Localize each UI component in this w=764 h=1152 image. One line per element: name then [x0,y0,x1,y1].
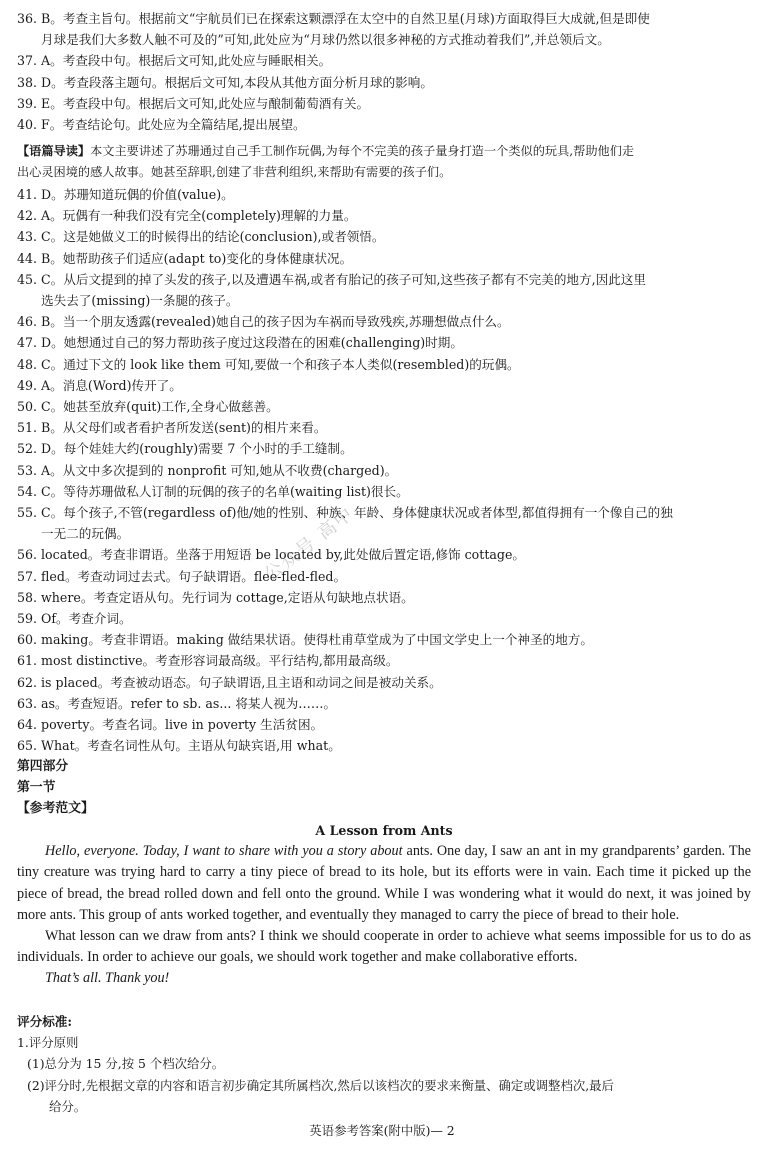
scoring-criteria [17,1011,751,1117]
essay-p1-italic: Hello, everyone. Today, I want to share with you a story about [45,843,403,860]
answer-56: 56. located。考查非谓语。坐落于用短语 be located by,此处做后置定语,修饰 cottage。 [17,547,525,563]
essay-paragraph-1 [17,841,751,926]
answer-45-line2: 选失去了(missing)一条腿的孩子。 [41,293,239,309]
answer-48: 48. C。通过下文的 look like them 可知,要做一个和孩子本人类似(resembled)的玩偶。 [17,356,520,372]
guide-line2: 出心灵困境的感人故事。她甚至辞职,创建了非营利组织,来帮助有需要的孩子们。 [17,165,452,180]
guide-line1: 本文主要讲述了苏珊通过自己手工制作玩偶,为每个不完美的孩子量身打造一个类似的玩具,帮助他们走 [90,144,635,158]
answer-38: 38. D。考查段落主题句。根据后文可知,本段从其他方面分析月球的影响。 [17,74,433,90]
section-one-heading: 第一节 [17,780,56,796]
criteria-title: 评分标准: [17,1014,73,1029]
criteria-item-1: (1)总分为 15 分,按 5 个档次给分。 [27,1056,225,1072]
answer-47: 47. D。她想通过自己的努力帮助孩子度过这段潜在的困难(challenging)时期。 [17,335,463,351]
answers-36-40 [17,8,751,135]
answer-63: 63. as。考查短语。refer to sb. as... 将某人视为……。 [17,695,337,711]
criteria-principle: 1.评分原则 [17,1035,79,1051]
answers-41-65 [17,184,751,756]
essay-p1-rest: ants. One day, I saw an ant in my grandparents’ garden. The tiny creature was trying hard to carry a tiny piece of bread to its hole, but its efforts were in vain. Each time it picked up the piece of bread, the bread rolled down and fell onto the ground. While I was wondering what it would do next, it was joined by more ants. This group of ants worked together, and eventually they managed to carry the piece of bread to their hole. [17,843,751,923]
answer-55-line1: 55. C。每个孩子,不管(regardless of)他/她的性别、种族、年龄、身体健康状况或者体型,都值得拥有一个像自己的独 [17,505,673,521]
criteria-item-2-line1: (2)评分时,先根据文章的内容和语言初步确定其所属档次,然后以该档次的要求来衡量、确定或调整档次,最后 [27,1077,614,1093]
answer-50: 50. C。她甚至放弃(quit)工作,全身心做慈善。 [17,399,279,415]
answer-62: 62. is placed。考查被动语态。句子缺谓语,且主语和动词之间是被动关系。 [17,674,442,690]
answer-37: 37. A。考查段中句。根据后文可知,此处应与睡眠相关。 [17,53,332,69]
answer-52: 52. D。每个娃娃大约(roughly)需要 7 个小时的手工缝制。 [17,441,353,457]
watermark: 公众号 高中 [260,502,359,586]
essay-paragraph-3 [17,968,751,989]
answer-36-line2: 月球是我们大多数人触不可及的”可知,此处应为“月球仍然以很多神秘的方式推动着我们”,并总领后文。 [41,32,610,48]
essay-p3-italic: That’s all. Thank you! [45,970,170,987]
guide-tag: 【语篇导读】 [17,144,91,158]
page-footer: 英语参考答案(附中版)— 2 [309,1123,455,1138]
model-essay [17,820,751,990]
answer-36-line1: 36. B。考查主旨句。根据前文“宇航员们已在探索这颗漂浮在太空中的自然卫星(月球)方面取得巨大成就,但是即使 [17,11,650,26]
answer-61: 61. most distinctive。考查形容词最高级。平行结构,都用最高级。 [17,653,399,669]
essay-paragraph-2: What lesson can we draw from ants? I think we should cooperate in order to achieve what seems impossible for us to do as individuals. In order to achieve our goals, we should work together and make collaborative efforts. [17,928,751,966]
answer-64: 64. poverty。考查名词。live in poverty 生活贫困。 [17,717,324,733]
answer-39: 39. E。考查段中句。根据后文可知,此处应与酿制葡萄酒有关。 [17,95,370,111]
answer-59: 59. Of。考查介词。 [17,611,132,627]
answer-44: 44. B。她帮助孩子们适应(adapt to)变化的身体健康状况。 [17,250,353,266]
answer-58: 58. where。考查定语从句。先行词为 cottage,定语从句缺地点状语。 [17,589,414,605]
answer-53: 53. A。从文中多次提到的 nonprofit 可知,她从不收费(charged)。 [17,462,398,478]
passage-guide [17,141,751,183]
answer-41: 41. D。苏珊知道玩偶的价值(value)。 [17,187,234,202]
answer-49: 49. A。消息(Word)传开了。 [17,377,182,393]
answer-51: 51. B。从父母们或者看护者所发送(sent)的相片来看。 [17,420,327,436]
part-headings [17,756,751,820]
essay-title: A Lesson from Ants [315,823,453,838]
answer-54: 54. C。等待苏珊做私人订制的玩偶的孩子的名单(waiting list)很长。 [17,483,409,499]
answer-60: 60. making。考查非谓语。making 做结果状语。使得杜甫草堂成为了中国文学史上一个神圣的地方。 [17,632,593,648]
answer-42: 42. A。玩偶有一种我们没有完全(completely)理解的力量。 [17,208,357,224]
model-essay-label: 【参考范文】 [17,801,94,817]
answer-45-line1: 45. C。从后文提到的掉了头发的孩子,以及遭遇车祸,或者有胎记的孩子可知,这些孩子都有不完美的地方,因此这里 [17,271,646,287]
answer-40: 40. F。考查结论句。此处应为全篇结尾,提出展望。 [17,117,306,133]
answer-55-line2: 一无二的玩偶。 [41,526,130,542]
answer-46: 46. B。当一个朋友透露(revealed)她自己的孩子因为车祸而导致残疾,苏珊想做点什么。 [17,314,510,330]
answer-57: 57. fled。考查动词过去式。句子缺谓语。flee-fled-fled。 [17,568,347,584]
criteria-item-2-line2: 给分。 [49,1098,87,1114]
part-four-heading: 第四部分 [17,759,69,774]
answer-43: 43. C。这是她做义工的时候得出的结论(conclusion),或者领悟。 [17,229,385,245]
answer-65: 65. What。考查名词性从句。主语从句缺宾语,用 what。 [17,738,341,754]
